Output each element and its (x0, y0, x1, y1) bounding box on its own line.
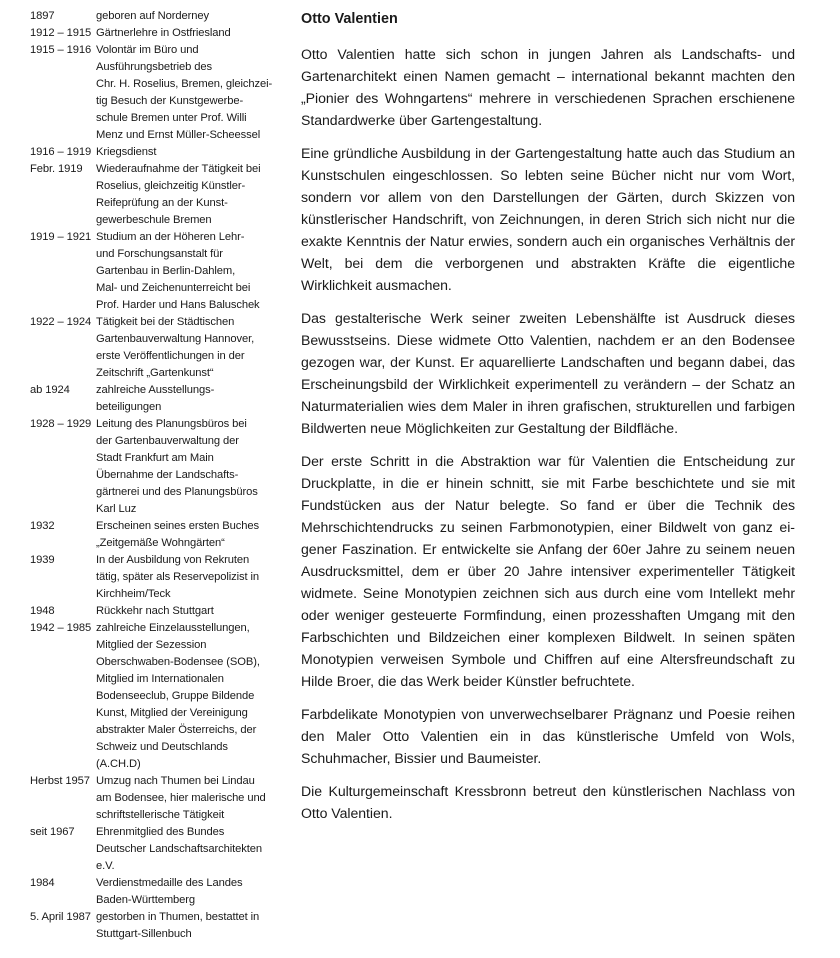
article-paragraph: Das gestalterische Werk seiner zweiten Lebenshälfte ist Ausdruck dieses Bewusstseins. Diese widmete Otto Valentien, nachdem er an den Bodensee gezogen war, der Kunst. Er aquarellierte Landschaften und begann dabei, das Erscheinungsbild der Wirklichkeit experimentell zu verändern – der Schatz an Naturmaterialien wies dem Maler in ihren grafischen, strukturellen und farbigen Bildwerten neue Möglichkeiten zur Gestaltung der Bildfläche. (301, 310, 795, 436)
timeline-entry (30, 773, 280, 824)
article-paragraph: Farbdelikate Monotypien von unverwechselbarer Prägnanz und Poesie reihen den Maler Otto Valentien ein in das künstlerische Umfeld von Wols, Schuhmacher, Bissier und Baumeister. (301, 706, 795, 766)
timeline-entry (30, 161, 280, 229)
article-title: Otto Valentien (301, 11, 398, 27)
timeline-text: zahlreiche Einzelausstellungen, Mitglied der Sezession Oberschwaben-Bodensee (SOB), Mitglied im Internationalen Bodenseeclub, Gruppe Bildende Kunst, Mitglied der Vereinigung abstrakter Maler Österreichs, der Schweiz und Deutschlands (A.CH.D) (96, 622, 260, 770)
timeline-date: 1915 – 1916 (30, 44, 92, 56)
timeline-date: ab 1924 (30, 384, 70, 396)
timeline-date: 1912 – 1915 (30, 27, 92, 39)
timeline-date: 1922 – 1924 (30, 316, 92, 328)
timeline-text: Kriegsdienst (96, 146, 157, 158)
timeline-entry (30, 416, 280, 518)
timeline-text: Gärtnerlehre in Ostfriesland (96, 27, 231, 39)
timeline-entry (30, 875, 280, 909)
timeline-entry (30, 42, 280, 144)
timeline-entry (30, 8, 280, 25)
timeline-date: 1984 (30, 877, 55, 889)
timeline-entry (30, 552, 280, 603)
timeline-entry (30, 824, 280, 875)
article-paragraph: Eine gründliche Ausbildung in der Gartengestaltung hatte auch das Studium an Kunstschulen eingeschlossen. So lebten seine Bücher nicht nur vom Wort, sondern vor allem von den Darstellungen der Gärten, durch Skizzen von künstlerischer Handschrift, von Zeichnungen, in deren Strich sich nicht nur die exakte Kenntnis der Natur erwies, sondern auch ein organisches Verhältnis der Welt, bei dem die verborgenen und abstrakten Kräfte die eigentliche Wirklichkeit ausmachen. (301, 145, 795, 293)
timeline-date: 1919 – 1921 (30, 231, 92, 243)
timeline-date: 1948 (30, 605, 55, 617)
article-paragraph: Otto Valentien hatte sich schon in jungen Jahren als Landschafts- und Gartenarchitekt einen Namen gemacht – international bekannt machten den „Pionier des Wohngartens“ mehrere in verschiedenen Sprachen erschienene Standardwerke über Gartengestaltung. (301, 46, 795, 128)
timeline-date: Herbst 1957 (30, 775, 90, 787)
timeline-entry (30, 382, 280, 416)
timeline-entry (30, 620, 280, 773)
timeline-text: geboren auf Norderney (96, 10, 209, 22)
timeline-text: Wiederaufnahme der Tätigkeit bei Roselius, gleichzeitig Künstler- Reifeprüfung an der Kunst- gewerbeschule Bremen (96, 163, 261, 226)
article-paragraph: Die Kulturgemeinschaft Kressbronn betreut den künstlerischen Nachlass von Otto Valentien. (301, 783, 795, 821)
timeline-date: 1928 – 1929 (30, 418, 92, 430)
timeline-date: 1916 – 1919 (30, 146, 92, 158)
timeline-date: 1932 (30, 520, 55, 532)
timeline-entry (30, 144, 280, 161)
timeline-text: Tätigkeit bei der Städtischen Gartenbauverwaltung Hannover, erste Veröffentlichungen in der Zeitschrift „Gartenkunst“ (96, 316, 255, 379)
timeline-text: Umzug nach Thumen bei Lindau am Bodensee, hier malerische und schriftstellerische Tätigkeit (96, 775, 266, 821)
timeline-text: Rückkehr nach Stuttgart (96, 605, 214, 617)
timeline-date: 5. April 1987 (30, 911, 91, 923)
timeline-text: Erscheinen seines ersten Buches „Zeitgemäße Wohngärten“ (96, 520, 259, 549)
timeline-text: Studium an der Höheren Lehr- und Forschungsanstalt für Gartenbau in Berlin-Dahlem, Mal- und Zeichenunterreicht bei Prof. Harder und Hans Baluschek (96, 231, 260, 311)
timeline-text: Leitung des Planungsbüros bei der Gartenbauverwaltung der Stadt Frankfurt am Main Übernahme der Landschafts- gärtnerei und des Planungsbüros Karl Luz (96, 418, 258, 515)
article (301, 9, 795, 835)
timeline-entry (30, 25, 280, 42)
timeline-entry (30, 909, 280, 943)
timeline-date: 1942 – 1985 (30, 622, 92, 634)
timeline-text: Verdienstmedaille des Landes Baden-Württemberg (96, 877, 243, 906)
timeline-text: In der Ausbildung von Rekruten tätig, später als Reservepolizist in Kirchheim/Teck (96, 554, 260, 600)
timeline-entry (30, 603, 280, 620)
timeline-date: 1939 (30, 554, 55, 566)
timeline-text: gestorben in Thumen, bestattet in Stuttgart-Sillenbuch (96, 911, 260, 940)
timeline-text: Ehrenmitglied des Bundes Deutscher Landschaftsarchitekten e.V. (96, 826, 262, 872)
timeline-text: Volontär im Büro und Ausführungsbetrieb des Chr. H. Roselius, Bremen, gleichzei- tig Besuch der Kunstgewerbe- schule Bremen unter Prof. Willi Menz und Ernst Müller-Scheessel (96, 44, 273, 141)
timeline-date: 1897 (30, 10, 55, 22)
timeline-entry (30, 518, 280, 552)
biography-timeline (30, 8, 280, 943)
timeline-date: Febr. 1919 (30, 163, 83, 175)
article-paragraph: Der erste Schritt in die Abstraktion war für Valentien die Entscheidung zur Druckplatte, in die er hinein schnitt, sie mit Farbe beschichtete und sie mit Fundstücken aus der Natur belegte. So fand er über die Technik des Mehrschichtendrucks zu seinen Farbmonotypien, einer Bildwelt von ganz eigener Faszination. Er entwickelte sie Anfang der 60er Jahre zu seinem neuen Ausdrucksmittel, dem er über 20 Jahre intensiver experimenteller Tätigkeit widmete. Seine Monotypien zeichnen sich aus durch eine vom Intellekt mehr oder weniger gesteuerte Formfindung, einen prozesshaften Umgang mit den Farbschichten und Bildzeichen einer komplexen Bildwelt. In seinen späten Monotypien verweisen Symbole und Chiffren auf eine Altersfreundschaft zu Hilde Broer, die das Werk beider Künstler befruchtete. (301, 453, 795, 689)
timeline-text: zahlreiche Ausstellungs- beteiligungen (96, 384, 215, 413)
timeline-entry (30, 229, 280, 314)
timeline-entry (30, 314, 280, 382)
timeline-date: seit 1967 (30, 826, 75, 838)
